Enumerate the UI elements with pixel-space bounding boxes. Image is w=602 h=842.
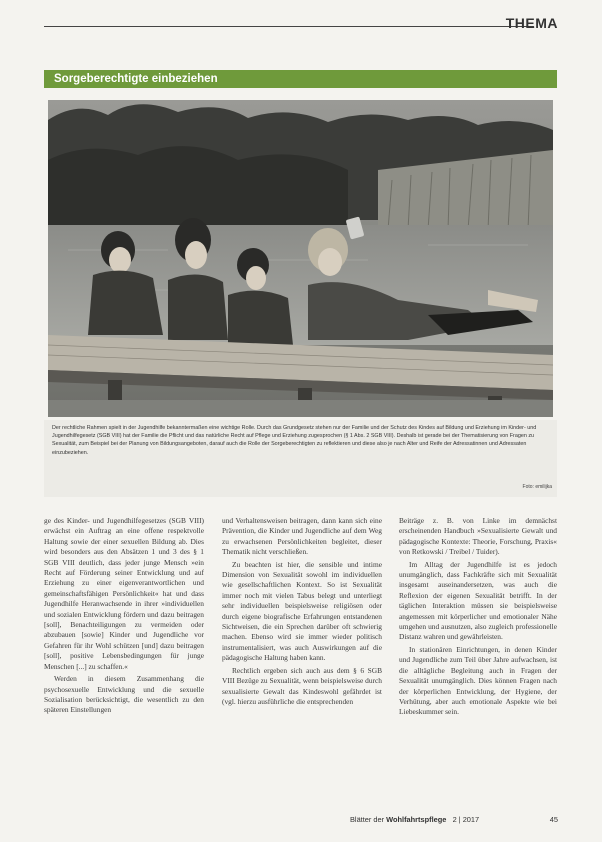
article-banner: Sorgeberechtigte einbeziehen [44,70,557,88]
photo-caption [44,420,557,497]
paragraph: Zu beachten ist hier, die sensible und intime Dimension von Sexualität sowohl im individuellen wie gesellschaftlichen Kontext. So ist Sexualität immer noch mit vielen Tabus belegt und unterliegt sehr individuellen beispielsweise religiösen oder durch eigene biografische Erfahrungen entstandenen Sichtweisen, die ein Sprechen darüber oft schwierig machen. Ebenso wird sie immer wieder politisch instrumentalisiert, was auch Auswirkungen auf die pädagogische Haltung haben kann. [222,559,382,663]
text-column-1 [44,516,204,801]
photo-credit: Foto: emilijka [522,484,552,490]
paragraph: Werden in diesem Zusammenhang die psychosexuelle Entwicklung und die sexuelle Sozialisation berücksichtigt, die wesentlich zu den späteren Einstellungen [44,674,204,715]
header-rule [44,26,534,27]
text-column-2 [222,516,382,801]
page-number: 45 [549,815,558,824]
paragraph: ge des Kinder- und Jugendhilfegesetzes (SGB VIII) erwächst ein Auftrag an eine offene respektvolle Haltung sowie der einer sexuellen Bildung ab. Dies wird besonders aus den Absätzen 1 und 3 des § 1 SGB VIII deutlich, dass jeder junge Mensch »ein Recht auf Förderung seiner Entwicklung und auf Erziehung zu einer eigenverantwortlichen und gemeinschaftsfähigen Persönlichkeit« hat und dass Jugendhilfe Heranwachsende in ihrer »individuellen und sozialen Entwicklung fördern und dazu beitragen [soll], Benachteiligungen zu vermeiden oder abzubauen [sowie] Kinder und Jugendliche vor Gefahren für ihr Wohl schützen [und] dazu beitragen [soll], positive Lebensbedingungen für junge Menschen [...] zu schaffen.« [44,516,204,671]
paragraph: und Verhaltensweisen beitragen, dann kann sich eine Prävention, die Kinder und Jugendliche auf dem Weg zu erwachsenen Persönlichkeiten begleitet, dieser Thematik nicht verschließen. [222,516,382,557]
paragraph: Rechtlich ergeben sich auch aus dem § 6 SGB VIII Bezüge zu Sexualität, wenn beispielsweise durch sexualisierte Gewalt das Kindeswohl gefährdet ist (vgl. hierzu ausführliche die entsprechenden [222,665,382,706]
paragraph: Beiträge z. B. von Linke im demnächst erscheinenden Handbuch »Sexualisierte Gewalt und pädagogische Kontexte: Theorie, Forschung, Praxis« von Retkowski / Treibel / Tuider). [399,516,557,557]
journal-issue: 2 | 2017 [452,815,480,824]
journal-name: Wohlfahrtspflege [386,815,447,824]
journal-prefix: Blätter der [350,815,387,824]
paragraph: Im Alltag der Jugendhilfe ist es jedoch unumgänglich, dass Fachkräfte sich mit Sexualität insgesamt auseinandersetzen, was auch die Reflexion der eigenen Sexualität betrifft. In der täglichen Interaktion müssen sie beispielsweise angemessen mit körperlicher und emotionaler Nähe umgehen und ausnutzen, also zugleich professionelle Distanz wahren und gewährleisten. [399,559,557,642]
text-column-3 [399,516,557,801]
photo-illustration [48,100,553,417]
journal-footer [350,815,479,824]
article-photo [48,100,553,417]
caption-text: Der rechtliche Rahmen spielt in der Jugendhilfe bekanntermaßen eine wichtige Rolle. Durch das Grundgesetz stehen nur der Familie und der Schutz des Kindes auf Bildung und Erziehung im Kinder- und Jugendhilfegesetz (SGB VIII) hat der Familie die Pflicht und das natürliche Recht auf Pflege und Erziehung zugesprochen (§ 1 Abs. 2 SGB VIII). Deshalb ist gerade bei der Thematisierung von Fragen zu Sexualität, zum Beispiel bei der Planung von Bildungsangeboten, darauf auch die Rolle der Sorgeberechtigten zu reflektieren und diese also je nach Alter und Reife der Adressatinnen und Adressaten einzubeziehen. [52,425,537,456]
section-label: THEMA [505,15,558,31]
paragraph: In stationären Einrichtungen, in denen Kinder und Jugendliche zum Teil über Jahre aufwachsen, ist die alltägliche Begleitung auch in Fragen der Sexualität unumgänglich. Dies können Fragen nach der körperlichen Entwicklung, der Hygiene, der Verhütung, aber auch emotionale Aspekte wie bei Liebeskummer sein. [399,644,557,717]
